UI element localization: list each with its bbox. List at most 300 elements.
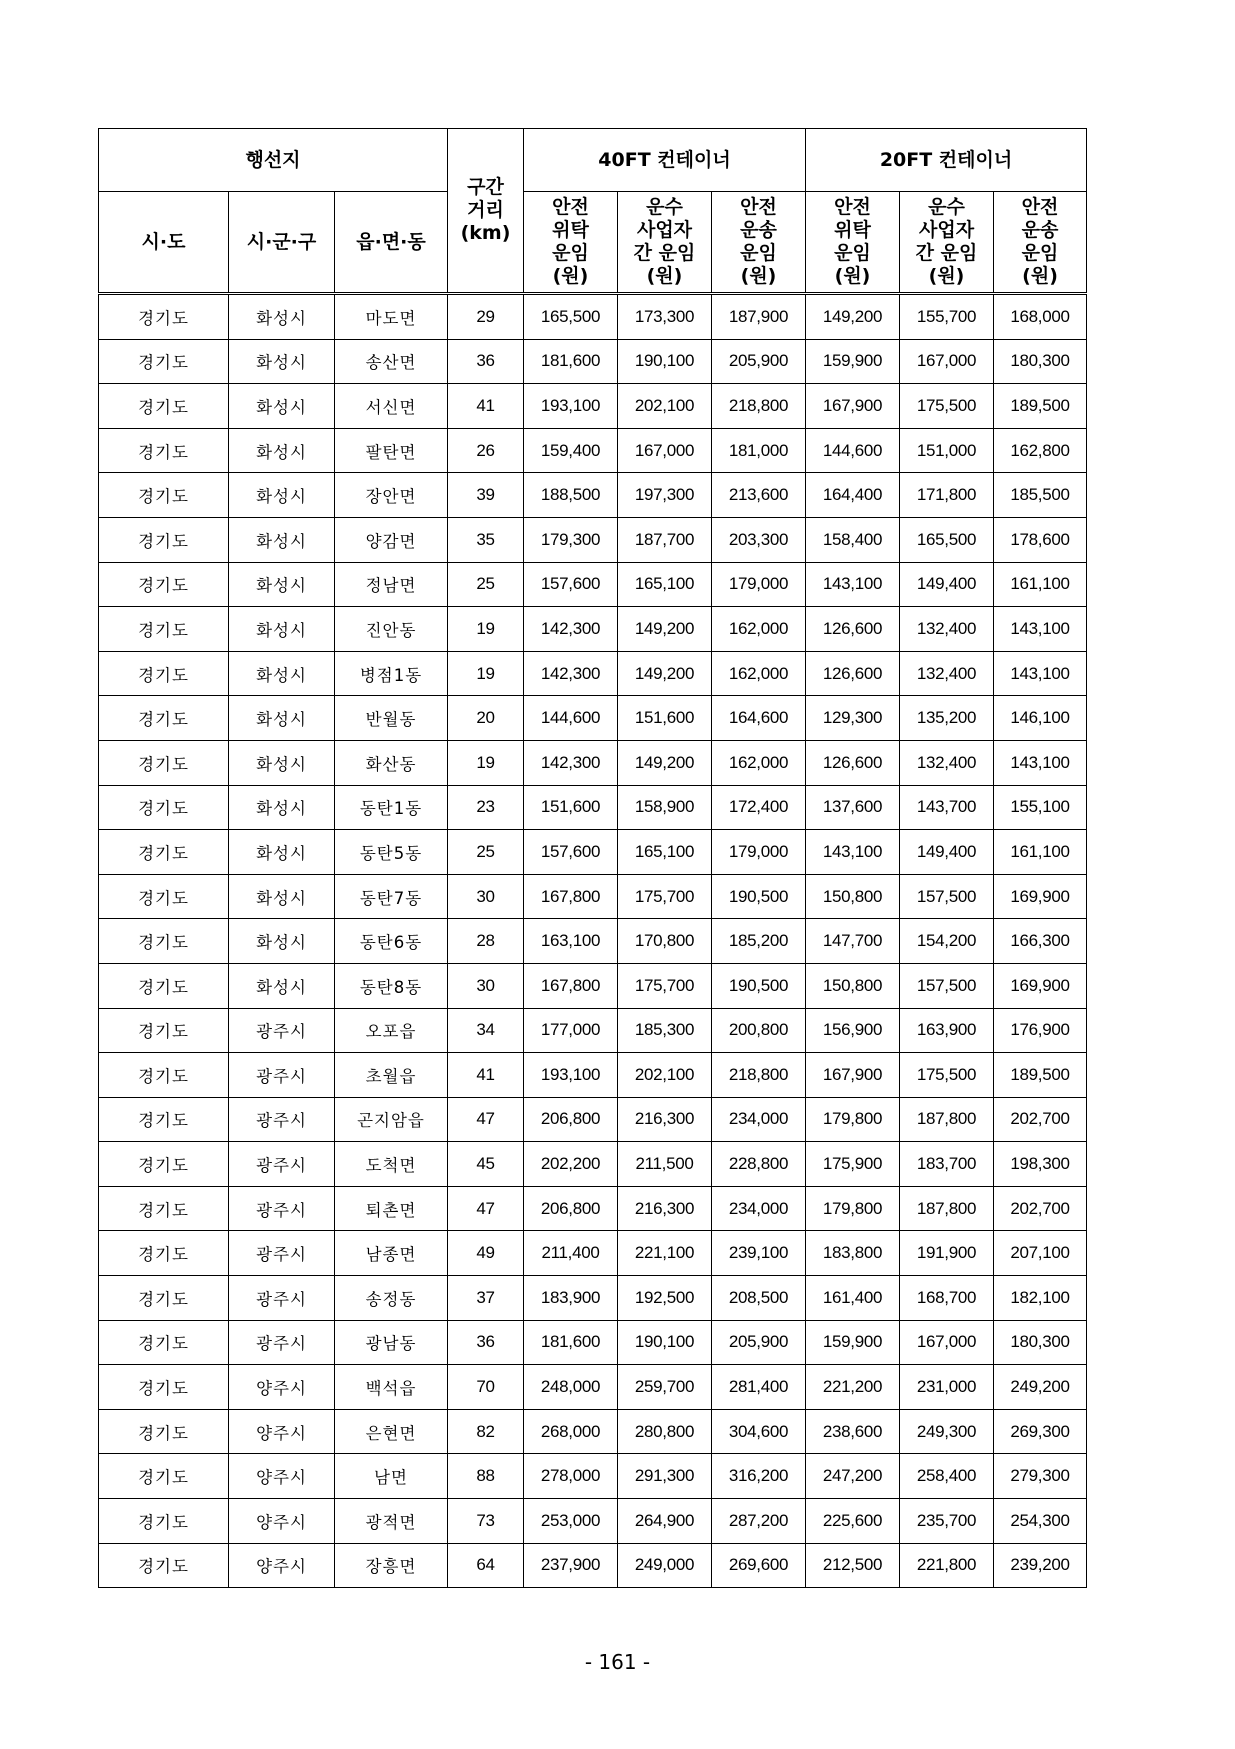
eupmyeondong-cell: 광적면 — [335, 1499, 448, 1544]
ft40-safety-transport-cell: 181,000 — [712, 428, 806, 473]
ft20-safety-consign-cell: 164,400 — [806, 473, 900, 518]
ft40-safety-transport-cell: 164,600 — [712, 696, 806, 741]
sigungu-cell: 양주시 — [229, 1365, 335, 1410]
ft20-carrier-cell: 151,000 — [900, 428, 994, 473]
ft40-safety-consign-cell: 278,000 — [524, 1454, 618, 1499]
ft40-safety-consign-cell: 142,300 — [524, 607, 618, 652]
sido-cell: 경기도 — [99, 428, 229, 473]
sido-cell: 경기도 — [99, 1231, 229, 1276]
table-row — [99, 384, 1087, 429]
ft40-safety-transport-cell: 190,500 — [712, 963, 806, 1008]
table-row — [99, 294, 1087, 340]
ft40-safety-transport-cell: 269,600 — [712, 1543, 806, 1588]
ft20-carrier-cell: 249,300 — [900, 1409, 994, 1454]
ft40-carrier-cell: 149,200 — [618, 740, 712, 785]
sigungu-cell: 화성시 — [229, 785, 335, 830]
eupmyeondong-cell: 퇴촌면 — [335, 1186, 448, 1231]
ft40-safety-transport-cell: 208,500 — [712, 1276, 806, 1321]
ft20-safety-consign-cell: 150,800 — [806, 874, 900, 919]
ft20-carrier-cell: 231,000 — [900, 1365, 994, 1410]
eupmyeondong-cell: 반월동 — [335, 696, 448, 741]
ft20-safety-consign-cell: 238,600 — [806, 1409, 900, 1454]
ft40-safety-consign-cell: 177,000 — [524, 1008, 618, 1053]
sigungu-cell: 양주시 — [229, 1499, 335, 1544]
table-row — [99, 696, 1087, 741]
ft40-safety-consign-cell: 165,500 — [524, 294, 618, 340]
sigungu-cell: 양주시 — [229, 1409, 335, 1454]
ft20-carrier-cell: 175,500 — [900, 384, 994, 429]
ft20-safety-transport-cell: 207,100 — [994, 1231, 1087, 1276]
ft40-carrier-cell: 216,300 — [618, 1186, 712, 1231]
sido-cell: 경기도 — [99, 830, 229, 875]
ft40-carrier-cell: 167,000 — [618, 428, 712, 473]
ft40-safety-consign-cell: 237,900 — [524, 1543, 618, 1588]
sido-cell: 경기도 — [99, 696, 229, 741]
ft20-safety-consign-cell: 149,200 — [806, 294, 900, 340]
ft20-carrier-cell: 132,400 — [900, 740, 994, 785]
table-row — [99, 1142, 1087, 1187]
ft20-safety-consign-cell: 158,400 — [806, 517, 900, 562]
ft20-safety-transport-header: 안전 운송 운임 (원) — [994, 192, 1087, 294]
freight-rate-table — [98, 128, 1087, 1588]
ft20-safety-consign-cell: 183,800 — [806, 1231, 900, 1276]
ft20-safety-transport-cell: 168,000 — [994, 294, 1087, 340]
sido-cell: 경기도 — [99, 1142, 229, 1187]
eupmyeondong-cell: 송산면 — [335, 339, 448, 384]
ft40-safety-consign-cell: 142,300 — [524, 740, 618, 785]
ft20-safety-transport-cell: 182,100 — [994, 1276, 1087, 1321]
ft40-safety-consign-cell: 167,800 — [524, 874, 618, 919]
ft20-carrier-cell: 175,500 — [900, 1053, 994, 1098]
table-row — [99, 1409, 1087, 1454]
sido-cell: 경기도 — [99, 919, 229, 964]
ft40-carrier-cell: 170,800 — [618, 919, 712, 964]
sigungu-cell: 광주시 — [229, 1186, 335, 1231]
ft20-safety-consign-cell: 159,900 — [806, 1320, 900, 1365]
ft20-safety-transport-cell: 254,300 — [994, 1499, 1087, 1544]
ft20-safety-consign-cell: 143,100 — [806, 830, 900, 875]
ft40-safety-transport-cell: 162,000 — [712, 607, 806, 652]
ft20-carrier-cell: 221,800 — [900, 1543, 994, 1588]
table-row — [99, 651, 1087, 696]
page-number: - 161 - — [584, 1650, 651, 1674]
sigungu-header: 시·군·구 — [229, 192, 335, 294]
sido-cell: 경기도 — [99, 740, 229, 785]
distance-cell: 47 — [448, 1186, 524, 1231]
distance-cell: 39 — [448, 473, 524, 518]
sido-cell: 경기도 — [99, 1543, 229, 1588]
sigungu-cell: 화성시 — [229, 651, 335, 696]
ft20-carrier-cell: 187,800 — [900, 1097, 994, 1142]
table-row — [99, 1454, 1087, 1499]
sigungu-cell: 화성시 — [229, 696, 335, 741]
distance-cell: 19 — [448, 740, 524, 785]
sigungu-cell: 화성시 — [229, 963, 335, 1008]
ft40-safety-transport-cell: 304,600 — [712, 1409, 806, 1454]
ft40-safety-consign-cell: 181,600 — [524, 1320, 618, 1365]
ft20-safety-consign-cell: 137,600 — [806, 785, 900, 830]
ft40-safety-transport-cell: 205,900 — [712, 1320, 806, 1365]
sigungu-cell: 광주시 — [229, 1008, 335, 1053]
sigungu-cell: 양주시 — [229, 1543, 335, 1588]
eupmyeondong-cell: 팔탄면 — [335, 428, 448, 473]
ft20-safety-transport-cell: 185,500 — [994, 473, 1087, 518]
sido-cell: 경기도 — [99, 607, 229, 652]
sido-cell: 경기도 — [99, 1320, 229, 1365]
ft40-carrier-cell: 190,100 — [618, 339, 712, 384]
ft20-safety-transport-cell: 202,700 — [994, 1186, 1087, 1231]
distance-cell: 73 — [448, 1499, 524, 1544]
ft40-safety-transport-cell: 203,300 — [712, 517, 806, 562]
ft40-safety-transport-cell: 187,900 — [712, 294, 806, 340]
ft20-safety-transport-cell: 146,100 — [994, 696, 1087, 741]
table-row — [99, 963, 1087, 1008]
table-row — [99, 874, 1087, 919]
eupmyeondong-cell: 장흥면 — [335, 1543, 448, 1588]
sido-cell: 경기도 — [99, 473, 229, 518]
ft40-safety-transport-cell: 234,000 — [712, 1097, 806, 1142]
eupmyeondong-cell: 은현면 — [335, 1409, 448, 1454]
eupmyeondong-cell: 송정동 — [335, 1276, 448, 1321]
ft20-safety-transport-cell: 269,300 — [994, 1409, 1087, 1454]
distance-cell: 64 — [448, 1543, 524, 1588]
table-row — [99, 473, 1087, 518]
ft20-safety-consign-cell: 221,200 — [806, 1365, 900, 1410]
ft20-safety-transport-cell: 169,900 — [994, 963, 1087, 1008]
ft20-safety-transport-cell: 143,100 — [994, 740, 1087, 785]
distance-cell: 45 — [448, 1142, 524, 1187]
sigungu-cell: 광주시 — [229, 1053, 335, 1098]
eupmyeondong-cell: 동탄6동 — [335, 919, 448, 964]
table-row — [99, 1053, 1087, 1098]
ft40-safety-transport-cell: 234,000 — [712, 1186, 806, 1231]
ft40-safety-transport-cell: 218,800 — [712, 384, 806, 429]
ft40-safety-transport-cell: 213,600 — [712, 473, 806, 518]
sigungu-cell: 화성시 — [229, 874, 335, 919]
ft20-carrier-cell: 191,900 — [900, 1231, 994, 1276]
ft40-carrier-cell: 202,100 — [618, 384, 712, 429]
distance-cell: 20 — [448, 696, 524, 741]
eupmyeondong-cell: 백석읍 — [335, 1365, 448, 1410]
ft40-carrier-cell: 259,700 — [618, 1365, 712, 1410]
ft40-carrier-cell: 165,100 — [618, 562, 712, 607]
ft40-safety-transport-header: 안전 운송 운임 (원) — [712, 192, 806, 294]
distance-cell: 36 — [448, 1320, 524, 1365]
ft20-safety-consign-cell: 147,700 — [806, 919, 900, 964]
ft20-carrier-cell: 167,000 — [900, 339, 994, 384]
sigungu-cell: 화성시 — [229, 562, 335, 607]
ft40-safety-consign-cell: 181,600 — [524, 339, 618, 384]
ft20-safety-consign-cell: 175,900 — [806, 1142, 900, 1187]
sigungu-cell: 화성시 — [229, 473, 335, 518]
ft20-carrier-cell: 157,500 — [900, 874, 994, 919]
distance-cell: 82 — [448, 1409, 524, 1454]
sido-cell: 경기도 — [99, 1053, 229, 1098]
eupmyeondong-cell: 마도면 — [335, 294, 448, 340]
ft40-carrier-cell: 149,200 — [618, 651, 712, 696]
ft40-safety-transport-cell: 179,000 — [712, 830, 806, 875]
distance-cell: 23 — [448, 785, 524, 830]
eupmyeondong-cell: 남종면 — [335, 1231, 448, 1276]
ft20-safety-consign-cell: 179,800 — [806, 1186, 900, 1231]
distance-cell: 88 — [448, 1454, 524, 1499]
ft20-safety-transport-cell: 143,100 — [994, 607, 1087, 652]
sigungu-cell: 화성시 — [229, 428, 335, 473]
sigungu-cell: 화성시 — [229, 384, 335, 429]
sido-cell: 경기도 — [99, 1365, 229, 1410]
ft20-safety-consign-cell: 129,300 — [806, 696, 900, 741]
ft40-safety-consign-cell: 202,200 — [524, 1142, 618, 1187]
header-row-top — [99, 129, 1087, 192]
eupmyeondong-cell: 오포읍 — [335, 1008, 448, 1053]
eupmyeondong-cell: 초월읍 — [335, 1053, 448, 1098]
ft40-carrier-cell: 202,100 — [618, 1053, 712, 1098]
ft20-carrier-cell: 155,700 — [900, 294, 994, 340]
ft20-safety-consign-cell: 167,900 — [806, 1053, 900, 1098]
ft40-carrier-cell: 221,100 — [618, 1231, 712, 1276]
ft20-safety-consign-cell: 150,800 — [806, 963, 900, 1008]
ft40-carrier-cell: 149,200 — [618, 607, 712, 652]
eupmyeondong-cell: 장안면 — [335, 473, 448, 518]
sido-cell: 경기도 — [99, 339, 229, 384]
ft20-safety-consign-cell: 126,600 — [806, 740, 900, 785]
destination-header: 행선지 — [99, 129, 448, 192]
table-row — [99, 428, 1087, 473]
table-row — [99, 1097, 1087, 1142]
table-row — [99, 1186, 1087, 1231]
ft40-carrier-cell: 187,700 — [618, 517, 712, 562]
sido-cell: 경기도 — [99, 785, 229, 830]
eupmyeondong-cell: 진안동 — [335, 607, 448, 652]
sido-cell: 경기도 — [99, 1186, 229, 1231]
distance-cell: 34 — [448, 1008, 524, 1053]
sido-cell: 경기도 — [99, 562, 229, 607]
header-row-sub — [99, 192, 1087, 294]
ft40-safety-consign-cell: 253,000 — [524, 1499, 618, 1544]
table-row — [99, 1320, 1087, 1365]
sigungu-cell: 화성시 — [229, 517, 335, 562]
table-body — [99, 294, 1087, 1588]
ft40-safety-transport-cell: 228,800 — [712, 1142, 806, 1187]
ft20-safety-transport-cell: 189,500 — [994, 1053, 1087, 1098]
ft40-carrier-cell: 197,300 — [618, 473, 712, 518]
distance-cell: 28 — [448, 919, 524, 964]
sido-cell: 경기도 — [99, 963, 229, 1008]
ft40-carrier-cell: 158,900 — [618, 785, 712, 830]
distance-cell: 19 — [448, 651, 524, 696]
ft40-safety-transport-cell: 281,400 — [712, 1365, 806, 1410]
sigungu-cell: 광주시 — [229, 1142, 335, 1187]
ft40-safety-consign-cell: 188,500 — [524, 473, 618, 518]
ft20-safety-transport-cell: 202,700 — [994, 1097, 1087, 1142]
sigungu-cell: 화성시 — [229, 919, 335, 964]
table-row — [99, 1499, 1087, 1544]
table-row — [99, 785, 1087, 830]
ft20-carrier-cell: 132,400 — [900, 651, 994, 696]
sido-cell: 경기도 — [99, 1454, 229, 1499]
ft40-safety-consign-cell: 268,000 — [524, 1409, 618, 1454]
eupmyeondong-header: 읍·면·동 — [335, 192, 448, 294]
ft40-carrier-cell: 192,500 — [618, 1276, 712, 1321]
ft40-carrier-cell: 185,300 — [618, 1008, 712, 1053]
ft20-safety-consign-cell: 212,500 — [806, 1543, 900, 1588]
distance-cell: 41 — [448, 1053, 524, 1098]
ft40-carrier-cell: 211,500 — [618, 1142, 712, 1187]
ft40-safety-consign-cell: 163,100 — [524, 919, 618, 964]
ft40-safety-consign-cell: 144,600 — [524, 696, 618, 741]
sido-cell: 경기도 — [99, 1097, 229, 1142]
ft40-safety-transport-cell: 172,400 — [712, 785, 806, 830]
ft40-safety-transport-cell: 190,500 — [712, 874, 806, 919]
sigungu-cell: 화성시 — [229, 830, 335, 875]
table-row — [99, 1276, 1087, 1321]
table-row — [99, 562, 1087, 607]
sigungu-cell: 화성시 — [229, 607, 335, 652]
sido-cell: 경기도 — [99, 1276, 229, 1321]
ft40-carrier-cell: 175,700 — [618, 874, 712, 919]
eupmyeondong-cell: 동탄5동 — [335, 830, 448, 875]
eupmyeondong-cell: 남면 — [335, 1454, 448, 1499]
ft20-carrier-cell: 168,700 — [900, 1276, 994, 1321]
distance-cell: 41 — [448, 384, 524, 429]
distance-cell: 30 — [448, 963, 524, 1008]
ft20-carrier-header: 운수 사업자 간 운임 (원) — [900, 192, 994, 294]
ft20-safety-transport-cell: 161,100 — [994, 830, 1087, 875]
ft20-safety-transport-cell: 180,300 — [994, 339, 1087, 384]
distance-cell: 19 — [448, 607, 524, 652]
ft20-safety-consign-cell: 126,600 — [806, 651, 900, 696]
ft20-safety-consign-cell: 144,600 — [806, 428, 900, 473]
ft20-carrier-cell: 149,400 — [900, 562, 994, 607]
eupmyeondong-cell: 동탄7동 — [335, 874, 448, 919]
ft20-carrier-cell: 143,700 — [900, 785, 994, 830]
ft40-carrier-cell: 216,300 — [618, 1097, 712, 1142]
ft20-carrier-cell: 135,200 — [900, 696, 994, 741]
sido-cell: 경기도 — [99, 384, 229, 429]
eupmyeondong-cell: 병점1동 — [335, 651, 448, 696]
ft20-safety-consign-cell: 247,200 — [806, 1454, 900, 1499]
ft40-safety-transport-cell: 185,200 — [712, 919, 806, 964]
ft20-safety-transport-cell: 169,900 — [994, 874, 1087, 919]
ft40-safety-transport-cell: 162,000 — [712, 651, 806, 696]
eupmyeondong-cell: 정남면 — [335, 562, 448, 607]
ft20-header: 20FT 컨테이너 — [806, 129, 1087, 192]
distance-cell: 49 — [448, 1231, 524, 1276]
ft40-safety-transport-cell: 316,200 — [712, 1454, 806, 1499]
table-row — [99, 1008, 1087, 1053]
eupmyeondong-cell: 도척면 — [335, 1142, 448, 1187]
distance-cell: 36 — [448, 339, 524, 384]
ft40-safety-consign-cell: 157,600 — [524, 562, 618, 607]
ft40-safety-consign-cell: 179,300 — [524, 517, 618, 562]
sigungu-cell: 화성시 — [229, 339, 335, 384]
distance-cell: 25 — [448, 830, 524, 875]
ft20-safety-transport-cell: 162,800 — [994, 428, 1087, 473]
ft20-carrier-cell: 183,700 — [900, 1142, 994, 1187]
ft20-carrier-cell: 149,400 — [900, 830, 994, 875]
ft20-carrier-cell: 154,200 — [900, 919, 994, 964]
ft40-safety-consign-cell: 206,800 — [524, 1097, 618, 1142]
ft40-carrier-cell: 151,600 — [618, 696, 712, 741]
ft20-safety-consign-cell: 156,900 — [806, 1008, 900, 1053]
ft40-safety-transport-cell: 162,000 — [712, 740, 806, 785]
sigungu-cell: 광주시 — [229, 1097, 335, 1142]
sigungu-cell: 화성시 — [229, 740, 335, 785]
sido-cell: 경기도 — [99, 1008, 229, 1053]
ft40-carrier-cell: 249,000 — [618, 1543, 712, 1588]
distance-cell: 47 — [448, 1097, 524, 1142]
ft20-safety-transport-cell: 178,600 — [994, 517, 1087, 562]
sido-cell: 경기도 — [99, 294, 229, 340]
ft40-header: 40FT 컨테이너 — [524, 129, 806, 192]
ft20-safety-transport-cell: 176,900 — [994, 1008, 1087, 1053]
ft40-safety-transport-cell: 205,900 — [712, 339, 806, 384]
table-row — [99, 740, 1087, 785]
sido-cell: 경기도 — [99, 517, 229, 562]
ft20-carrier-cell: 132,400 — [900, 607, 994, 652]
ft20-carrier-cell: 165,500 — [900, 517, 994, 562]
ft20-safety-transport-cell: 180,300 — [994, 1320, 1087, 1365]
sigungu-cell: 광주시 — [229, 1320, 335, 1365]
ft40-carrier-cell: 264,900 — [618, 1499, 712, 1544]
ft20-safety-transport-cell: 143,100 — [994, 651, 1087, 696]
eupmyeondong-cell: 양감면 — [335, 517, 448, 562]
ft20-safety-transport-cell: 155,100 — [994, 785, 1087, 830]
ft20-carrier-cell: 171,800 — [900, 473, 994, 518]
ft40-carrier-header: 운수 사업자 간 운임 (원) — [618, 192, 712, 294]
ft40-carrier-cell: 165,100 — [618, 830, 712, 875]
table-row — [99, 1543, 1087, 1588]
eupmyeondong-cell: 동탄1동 — [335, 785, 448, 830]
ft20-safety-transport-cell: 279,300 — [994, 1454, 1087, 1499]
sigungu-cell: 광주시 — [229, 1276, 335, 1321]
ft40-safety-consign-cell: 248,000 — [524, 1365, 618, 1410]
ft20-safety-consign-cell: 126,600 — [806, 607, 900, 652]
ft40-safety-consign-cell: 193,100 — [524, 384, 618, 429]
ft20-carrier-cell: 235,700 — [900, 1499, 994, 1544]
ft40-safety-consign-cell: 159,400 — [524, 428, 618, 473]
table-row — [99, 1365, 1087, 1410]
ft20-carrier-cell: 167,000 — [900, 1320, 994, 1365]
eupmyeondong-cell: 광남동 — [335, 1320, 448, 1365]
sido-cell: 경기도 — [99, 1499, 229, 1544]
ft20-safety-transport-cell: 161,100 — [994, 562, 1087, 607]
ft40-safety-transport-cell: 218,800 — [712, 1053, 806, 1098]
distance-cell: 35 — [448, 517, 524, 562]
table-row — [99, 339, 1087, 384]
ft20-safety-consign-cell: 161,400 — [806, 1276, 900, 1321]
table-row — [99, 1231, 1087, 1276]
eupmyeondong-cell: 곤지암읍 — [335, 1097, 448, 1142]
ft40-carrier-cell: 280,800 — [618, 1409, 712, 1454]
ft20-carrier-cell: 157,500 — [900, 963, 994, 1008]
distance-cell: 70 — [448, 1365, 524, 1410]
ft20-safety-consign-cell: 179,800 — [806, 1097, 900, 1142]
ft20-safety-consign-header: 안전 위탁 운임 (원) — [806, 192, 900, 294]
table-row — [99, 830, 1087, 875]
ft40-safety-consign-cell: 193,100 — [524, 1053, 618, 1098]
eupmyeondong-cell: 화산동 — [335, 740, 448, 785]
ft20-safety-consign-cell: 167,900 — [806, 384, 900, 429]
sido-cell: 경기도 — [99, 651, 229, 696]
ft40-safety-consign-cell: 157,600 — [524, 830, 618, 875]
ft20-safety-consign-cell: 225,600 — [806, 1499, 900, 1544]
ft40-safety-consign-cell: 183,900 — [524, 1276, 618, 1321]
distance-cell: 37 — [448, 1276, 524, 1321]
ft40-safety-consign-cell: 142,300 — [524, 651, 618, 696]
ft20-safety-transport-cell: 189,500 — [994, 384, 1087, 429]
ft40-safety-consign-cell: 151,600 — [524, 785, 618, 830]
